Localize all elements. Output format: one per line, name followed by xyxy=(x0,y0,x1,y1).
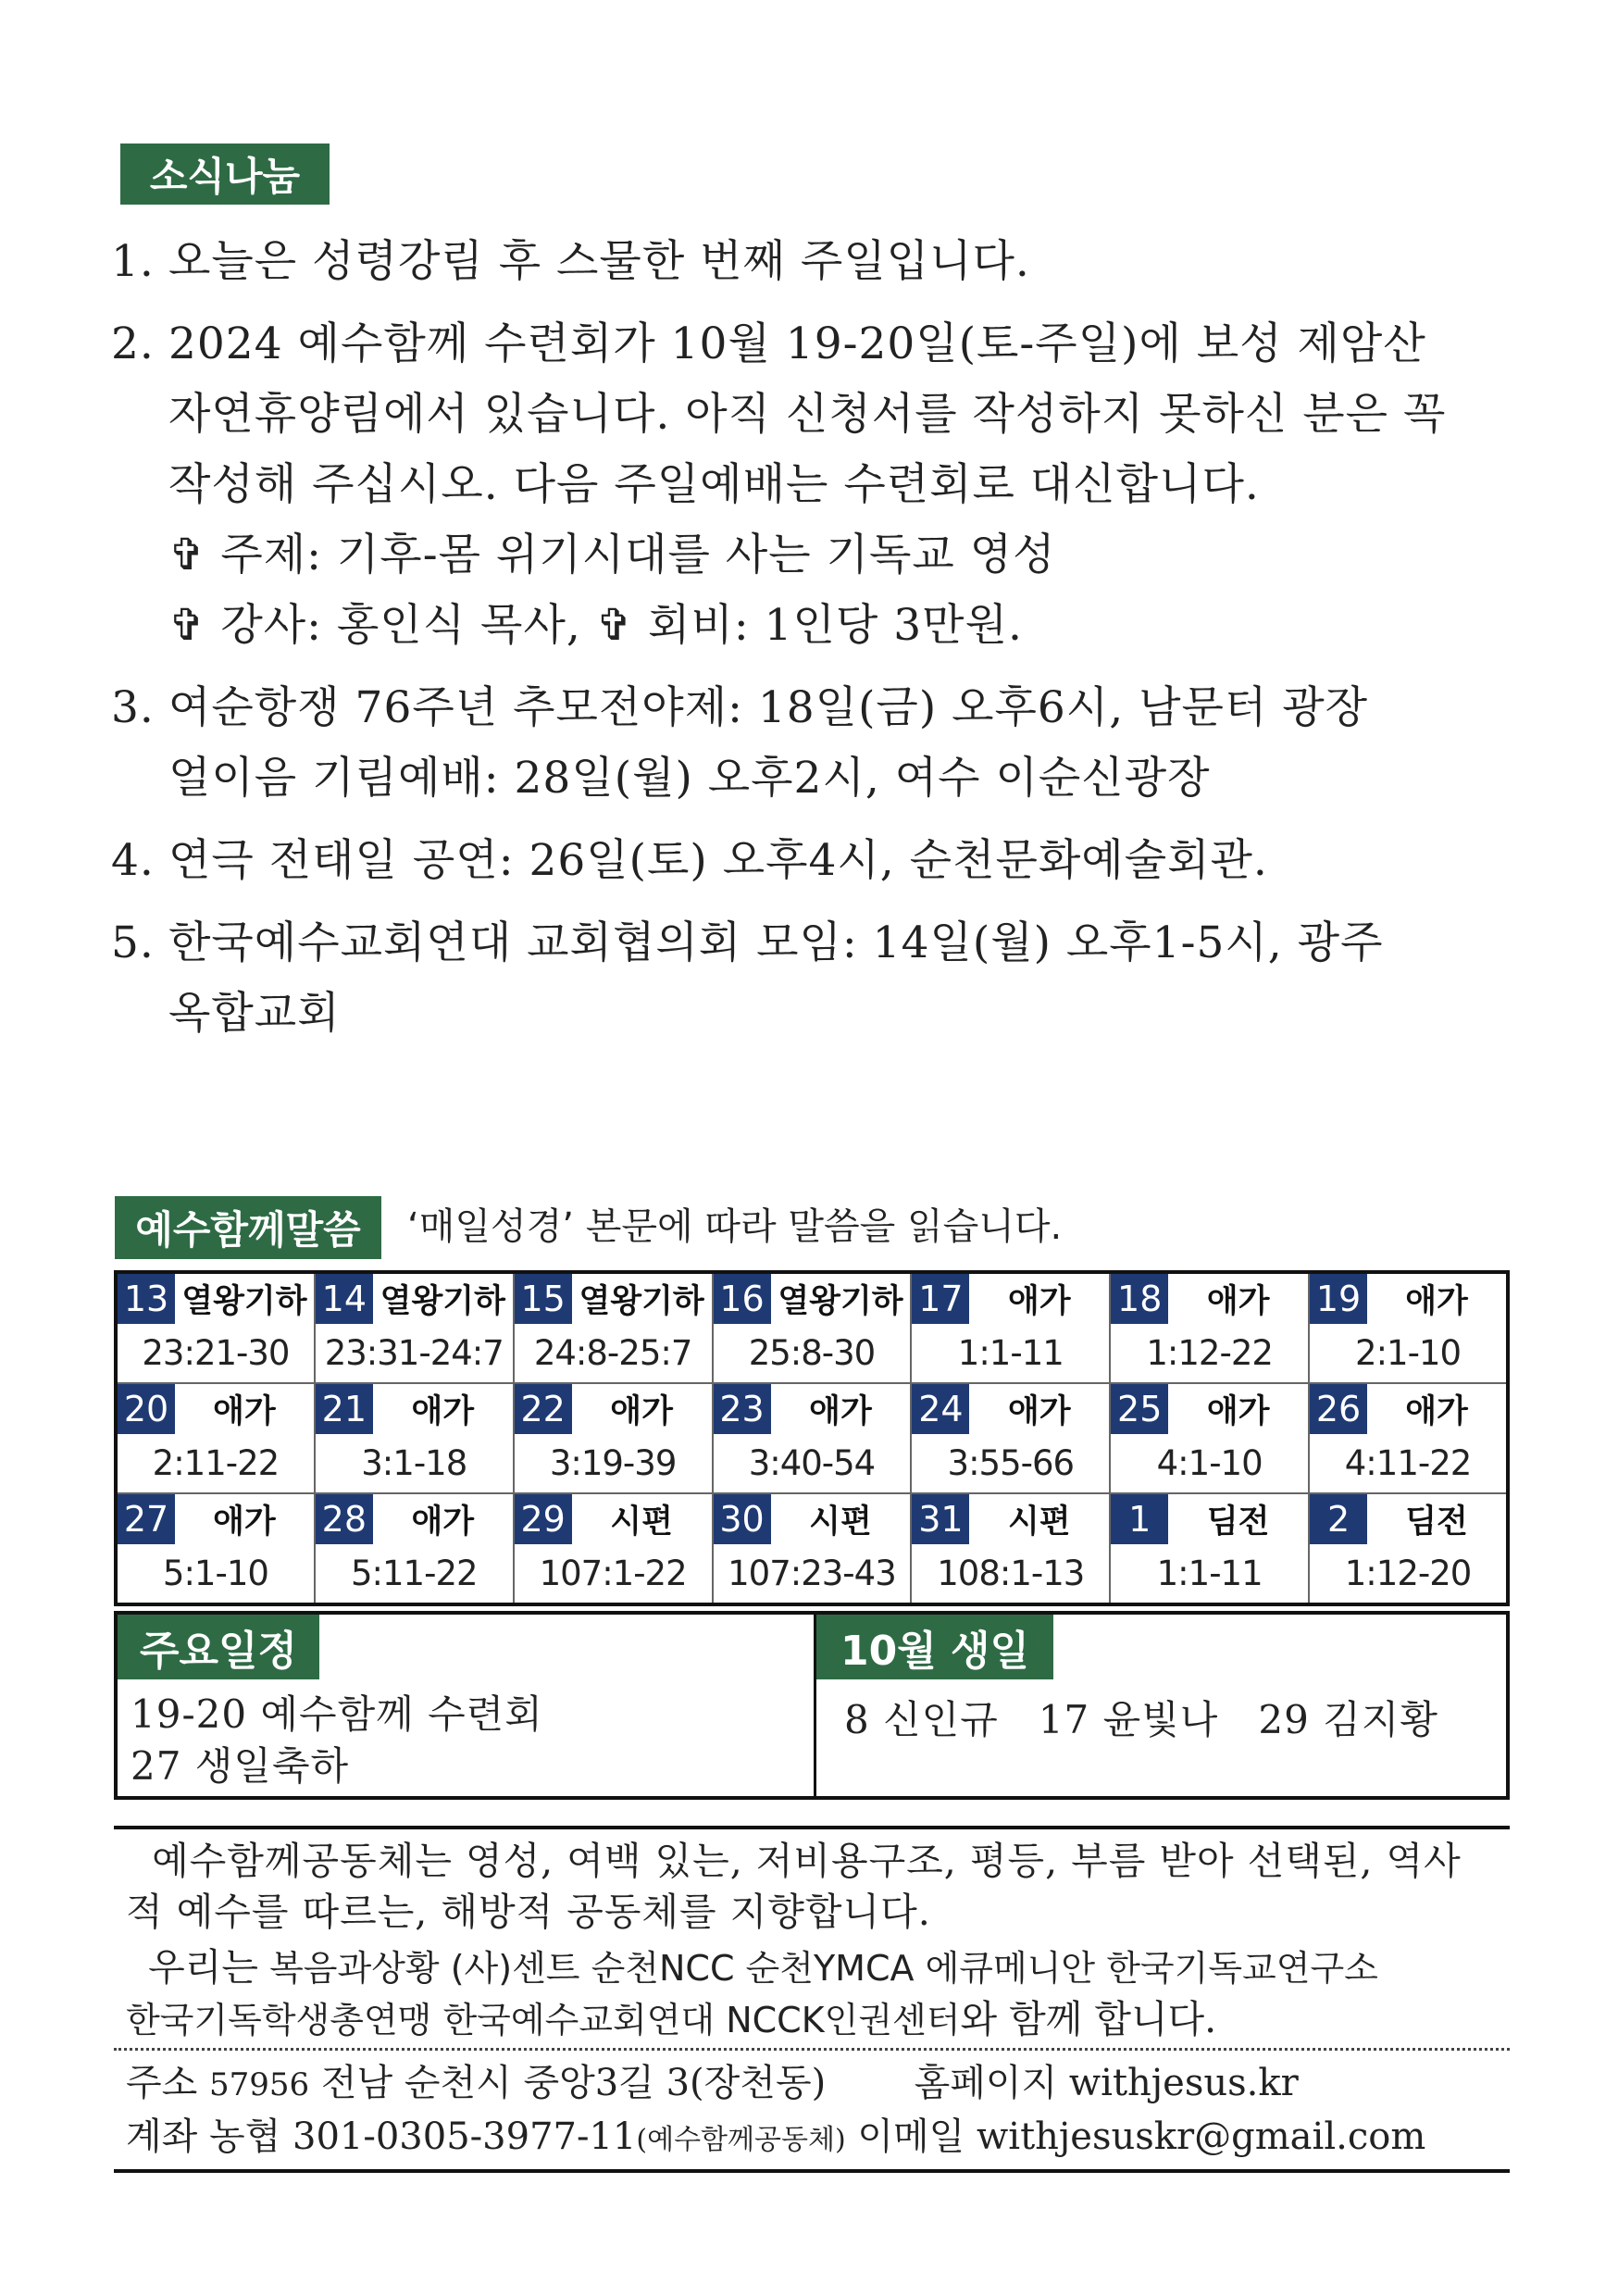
partners-line-1: 복음과상황 (사)센트 순천NCC 순천YMCA 에큐메니안 한국기독교연구소 xyxy=(269,1948,1378,1989)
homepage-link[interactable]: withjesus.kr xyxy=(1068,2062,1299,2104)
reading-cell xyxy=(315,1272,514,1383)
reading-day: 22 xyxy=(515,1384,572,1434)
birthday-title: 10월 생일 xyxy=(816,1615,1053,1679)
reading-verse: 3:40-54 xyxy=(748,1443,876,1483)
reading-book: 애가 xyxy=(1206,1283,1270,1320)
news-item-number: 2. xyxy=(111,318,155,369)
bible-reading-table xyxy=(114,1270,1510,1606)
contact-info xyxy=(126,2057,1505,2166)
reading-verse: 5:11-22 xyxy=(351,1554,478,1593)
reading-verse: 107:1-22 xyxy=(539,1554,687,1593)
reading-verse: 1:1-11 xyxy=(957,1333,1064,1373)
reading-cell xyxy=(713,1272,912,1383)
reading-verse: 3:19-39 xyxy=(549,1443,677,1483)
reading-book: 딤전 xyxy=(1405,1504,1468,1541)
reading-book: 애가 xyxy=(1405,1283,1468,1320)
reading-verse: 25:8-30 xyxy=(748,1333,876,1373)
reading-book: 열왕기하 xyxy=(778,1283,903,1320)
reading-verse: 3:55-66 xyxy=(947,1443,1075,1483)
news-item-line: 오늘은 성령강림 후 스물한 번째 주일입니다. xyxy=(168,236,1030,287)
news-item-number: 3. xyxy=(111,682,155,733)
reading-row xyxy=(116,1272,1508,1383)
reading-day: 20 xyxy=(118,1384,175,1434)
reading-book: 애가 xyxy=(610,1393,673,1430)
reading-cell xyxy=(315,1493,514,1604)
reading-verse: 4:1-10 xyxy=(1156,1443,1263,1483)
bank-account: 농협 301-0305-3977-11 xyxy=(209,2115,637,2158)
reading-day: 13 xyxy=(118,1274,175,1324)
reading-book: 시편 xyxy=(1007,1504,1071,1541)
news-section-title: 소식나눔 xyxy=(120,144,330,205)
schedule-events xyxy=(131,1689,543,1792)
reading-day: 29 xyxy=(515,1494,572,1544)
reading-day: 23 xyxy=(714,1384,771,1434)
reading-row xyxy=(116,1493,1508,1604)
reading-book: 애가 xyxy=(411,1393,475,1430)
reading-day: 19 xyxy=(1310,1274,1367,1324)
news-item-number: 4. xyxy=(111,835,155,886)
reading-verse: 2:11-22 xyxy=(152,1443,280,1483)
reading-verse: 23:31-24:7 xyxy=(324,1333,504,1373)
reading-verse: 107:23-43 xyxy=(728,1554,896,1593)
reading-verse: 2:1-10 xyxy=(1355,1333,1462,1373)
birthday-panel xyxy=(816,1615,1506,1796)
reading-verse: 1:12-22 xyxy=(1146,1333,1273,1373)
news-item xyxy=(111,227,1518,297)
reading-book: 열왕기하 xyxy=(579,1283,704,1320)
partners-lead: 우리는 xyxy=(148,1945,258,1990)
reading-day: 30 xyxy=(714,1494,771,1544)
news-item-line: 자연휴양림에서 있습니다. 아직 신청서를 작성하지 못하신 분은 꼭 xyxy=(168,389,1447,440)
reading-day: 27 xyxy=(118,1494,175,1544)
mission-statement: 예수함께공동체는 영성, 여백 있는, 저비용구조, 평등, 부름 받아 선택된, 역사적 예수를 따르는, 해방적 공동체를 지향합니다. xyxy=(126,1839,1462,1934)
reading-cell xyxy=(1110,1493,1309,1604)
partners-statement xyxy=(126,1942,1505,2046)
news-item-line: ✞ 주제: 기후-몸 위기시대를 사는 기독교 영성 xyxy=(168,530,1056,580)
reading-row xyxy=(116,1383,1508,1493)
reading-day: 2 xyxy=(1310,1494,1367,1544)
reading-cell xyxy=(514,1493,713,1604)
news-item-line: 얼이음 기림예배: 28일(월) 오후2시, 여수 이순신광장 xyxy=(168,753,1211,804)
reading-cell xyxy=(713,1383,912,1493)
reading-day: 17 xyxy=(912,1274,969,1324)
reading-book: 애가 xyxy=(809,1393,872,1430)
reading-book: 딤전 xyxy=(1206,1504,1270,1541)
reading-cell xyxy=(1309,1272,1508,1383)
reading-book: 열왕기하 xyxy=(181,1283,307,1320)
reading-cell xyxy=(514,1272,713,1383)
reading-day: 15 xyxy=(515,1274,572,1324)
reading-book: 열왕기하 xyxy=(380,1283,505,1320)
schedule-title: 주요일정 xyxy=(118,1615,319,1679)
reading-verse: 4:11-22 xyxy=(1344,1443,1472,1483)
partners-tail: 와 함께 합니다. xyxy=(960,1997,1217,2041)
news-item-line: 연극 전태일 공연: 26일(토) 오후4시, 순천문화예술회관. xyxy=(168,835,1268,886)
reading-day: 1 xyxy=(1111,1494,1168,1544)
news-item-line: ✞ 강사: 홍인식 목사, ✞ 회비: 1인당 3만원. xyxy=(168,600,1023,651)
reading-cell xyxy=(116,1493,315,1604)
reading-verse: 5:1-10 xyxy=(162,1554,268,1593)
reading-cell xyxy=(1110,1272,1309,1383)
reading-day: 28 xyxy=(316,1494,373,1544)
reading-book: 애가 xyxy=(1007,1393,1071,1430)
schedule-box xyxy=(114,1611,1510,1800)
reading-cell xyxy=(1110,1383,1309,1493)
reading-cell xyxy=(911,1383,1110,1493)
reading-book: 애가 xyxy=(1007,1283,1071,1320)
reading-book: 애가 xyxy=(411,1504,475,1541)
reading-cell xyxy=(116,1383,315,1493)
reading-verse: 24:8-25:7 xyxy=(533,1333,692,1373)
reading-cell xyxy=(315,1383,514,1493)
partners-line-2: 한국기독학생총연맹 한국예수교회연대 NCCK인권센터 xyxy=(126,2000,961,2040)
reading-cell xyxy=(1309,1493,1508,1604)
reading-book: 애가 xyxy=(1206,1393,1270,1430)
news-item xyxy=(111,908,1518,1049)
reading-cell xyxy=(1309,1383,1508,1493)
email-label: 이메일 xyxy=(857,2115,965,2158)
news-item-line: 옥합교회 xyxy=(168,988,341,1039)
reading-day: 25 xyxy=(1111,1384,1168,1434)
news-item xyxy=(111,826,1518,896)
postcode: 57956 xyxy=(209,2066,310,2103)
reading-verse: 1:1-11 xyxy=(1156,1554,1263,1593)
reading-verse: 108:1-13 xyxy=(937,1554,1085,1593)
schedule-event: 27 생일축하 xyxy=(131,1743,350,1789)
email-link[interactable]: withjesuskr@gmail.com xyxy=(977,2115,1426,2158)
news-item xyxy=(111,673,1518,814)
reading-book: 애가 xyxy=(213,1393,276,1430)
news-item-line: 한국예수교회연대 교회협의회 모임: 14일(월) 오후1-5시, 광주 xyxy=(168,917,1384,968)
footer-divider xyxy=(114,2169,1510,2173)
reading-verse: 23:21-30 xyxy=(142,1333,290,1373)
reading-verse: 1:12-20 xyxy=(1344,1554,1472,1593)
footer-divider xyxy=(114,1826,1510,1829)
bible-reading-title: 예수함께말씀 xyxy=(115,1196,381,1259)
news-list xyxy=(111,227,1518,1061)
bible-reading-description: ‘매일성경’ 본문에 따라 말씀을 읽습니다. xyxy=(407,1205,1063,1248)
reading-cell xyxy=(713,1493,912,1604)
reading-day: 16 xyxy=(714,1274,771,1324)
reading-day: 14 xyxy=(316,1274,373,1324)
reading-cell xyxy=(911,1493,1110,1604)
reading-verse: 3:1-18 xyxy=(361,1443,467,1483)
news-item-number: 5. xyxy=(111,917,155,968)
schedule-panel xyxy=(118,1615,816,1796)
reading-cell xyxy=(514,1383,713,1493)
reading-book: 시편 xyxy=(809,1504,872,1541)
account-holder: (예수함께공동체) xyxy=(636,2124,846,2156)
news-item xyxy=(111,309,1518,661)
reading-day: 21 xyxy=(316,1384,373,1434)
schedule-event: 19-20 예수함께 수련회 xyxy=(131,1691,543,1737)
reading-cell xyxy=(116,1272,315,1383)
news-item-line: 여순항쟁 76주년 추모전야제: 18일(금) 오후6시, 남문터 광장 xyxy=(168,682,1369,733)
reading-day: 26 xyxy=(1310,1384,1367,1434)
reading-book: 시편 xyxy=(610,1504,673,1541)
news-item-line: 2024 예수함께 수련회가 10월 19-20일(토-주일)에 보성 제암산 xyxy=(168,318,1426,369)
reading-cell xyxy=(911,1272,1110,1383)
homepage-label: 홈페이지 xyxy=(914,2062,1058,2104)
address: 전남 순천시 중앙3길 3(장천동) xyxy=(320,2062,827,2104)
reading-day: 18 xyxy=(1111,1274,1168,1324)
birthday-list: 8 신인규 17 윤빛나 29 김지황 xyxy=(844,1697,1438,1742)
reading-day: 31 xyxy=(912,1494,969,1544)
account-label: 계좌 xyxy=(126,2115,198,2158)
address-label: 주소 xyxy=(126,2062,198,2104)
news-item-line: 작성해 주십시오. 다음 주일예배는 수련회로 대신합니다. xyxy=(168,459,1260,510)
reading-day: 24 xyxy=(912,1384,969,1434)
dotted-divider xyxy=(114,2048,1510,2051)
reading-book: 애가 xyxy=(1405,1393,1468,1430)
news-item-number: 1. xyxy=(111,236,155,287)
reading-book: 애가 xyxy=(213,1504,276,1541)
